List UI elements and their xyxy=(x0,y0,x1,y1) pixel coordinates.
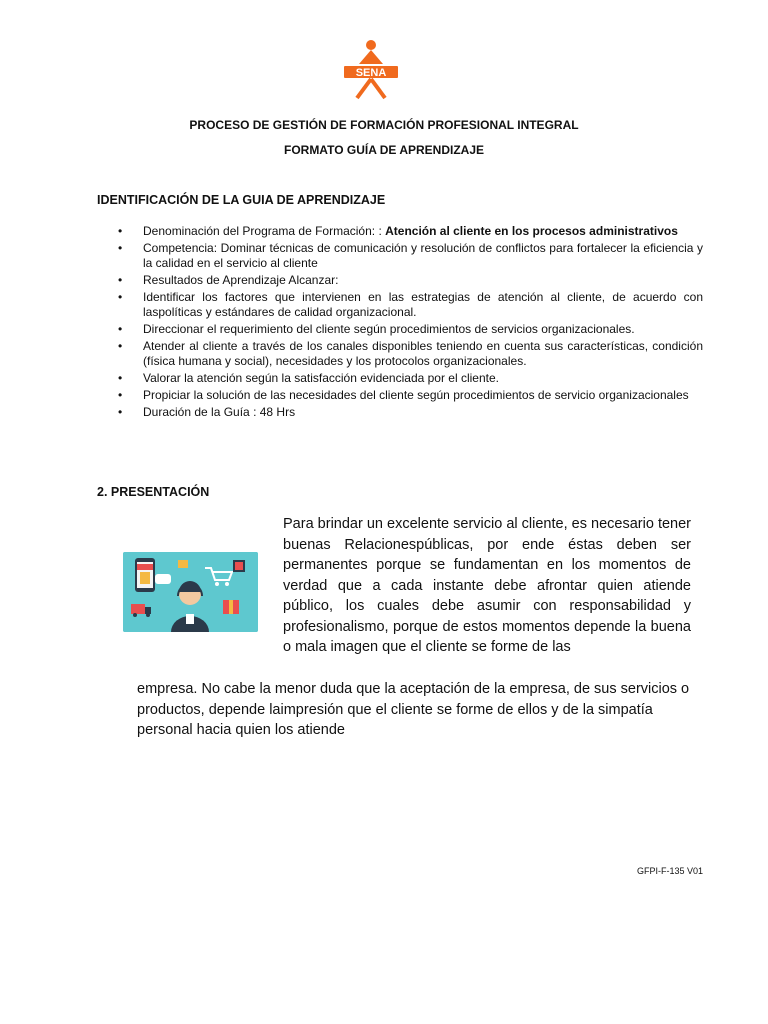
list-item: • Identificar los factores que intervienen en las estrategias de atención al cliente, de acuerdo con laspolíticas y estándares de calidad organizacional. xyxy=(97,290,703,320)
list-item: • Propiciar la solución de las necesidades del cliente según procedimientos de servicio organizacionales xyxy=(97,388,703,403)
logo-text: SENA xyxy=(355,67,387,79)
process-title: PROCESO DE GESTIÓN DE FORMACIÓN PROFESIONAL INTEGRAL xyxy=(189,118,579,132)
list-item: • Denominación del Programa de Formación: : Atención al cliente en los procesos administrativos xyxy=(97,224,703,239)
program-name: Atención al cliente en los procesos administrativos xyxy=(385,224,678,238)
list-item: • Duración de la Guía : 48 Hrs xyxy=(97,405,703,420)
section-identification-title: IDENTIFICACIÓN DE LA GUIA DE APRENDIZAJE xyxy=(97,193,386,207)
section-presentation-title: 2. PRESENTACIÓN xyxy=(97,485,210,499)
document-code: GFPI-F-135 V01 xyxy=(636,866,703,876)
sena-logo xyxy=(340,38,402,100)
format-title: FORMATO GUÍA DE APRENDIZAJE xyxy=(283,143,484,157)
list-item: • Direccionar el requerimiento del cliente según procedimientos de servicios organizacionales. xyxy=(97,322,703,337)
list-item: • Valorar la atención según la satisfacción evidenciada por el cliente. xyxy=(97,371,703,386)
list-item: • Competencia: Dominar técnicas de comunicación y resolución de conflictos para fortalecer la eficiencia y la calidad en el servicio al cliente xyxy=(97,241,703,271)
customer-service-illustration xyxy=(123,552,258,632)
list-item: • Atender al cliente a través de los canales disponibles teniendo en cuenta sus características, condición (física humana y social), necesidades y los protocolos organizacionales. xyxy=(97,339,703,369)
presentation-paragraph-continued: empresa. No cabe la menor duda que la aceptación de la empresa, de sus servicios o productos, depende laimpresión que el cliente se forme de ellos y de la simpatía personal hacia quien los atiende xyxy=(137,681,690,738)
presentation-paragraph: Para brindar un excelente servicio al cliente, es necesario tener buenas Relacionespúblicas, por ende éstas deben ser permanentes porque se fundamentan en los momentos de verdad que a cada instante debe afrontar quien atiende público, los cuales debe asumir con responsabilidad y profesionalismo, porque de estos momentos depende la buena o mala imagen que el cliente se forme de las xyxy=(283,516,691,655)
customer-service-icon xyxy=(123,552,258,632)
identification-list xyxy=(97,224,703,422)
list-item: • Resultados de Aprendizaje Alcanzar: xyxy=(97,273,703,288)
